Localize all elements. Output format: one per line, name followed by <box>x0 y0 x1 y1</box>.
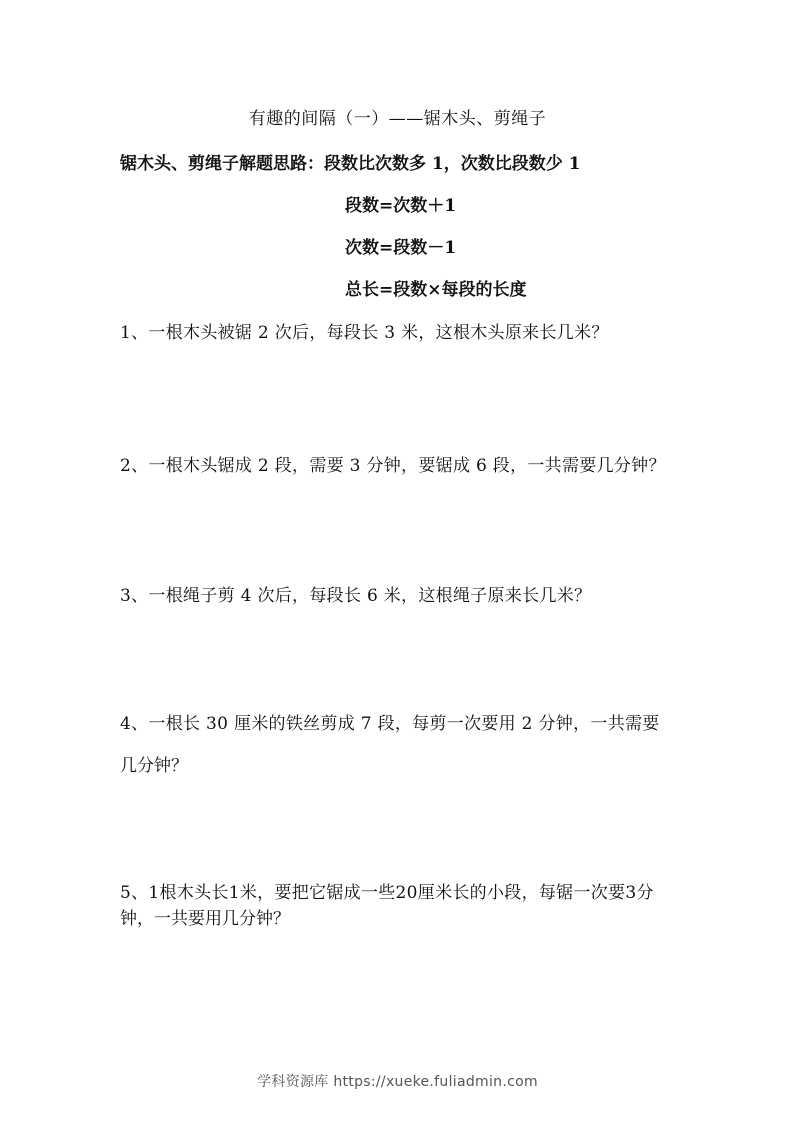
question-4: 4、一根长 30 厘米的铁丝剪成 7 段，每剪一次要用 2 分钟，一共需要 <box>120 714 660 734</box>
question-1: 1、一根木头被锯 2 次后，每段长 3 米，这根木头原来长几米？ <box>120 323 609 343</box>
question-4-continued: 几分钟？ <box>120 756 188 776</box>
question-5-continued: 钟，一共要用几分钟？ <box>120 909 290 929</box>
solution-method-label: 锯木头、剪绳子解题思路：段数比次数多 1，次数比段数少 1 <box>120 154 581 174</box>
question-5: 5、1根木头长1米，要把它锯成一些20厘米长的小段，每锯一次要3分 <box>120 883 654 903</box>
question-2: 2、一根木头锯成 2 段，需要 3 分钟，要锯成 6 段，一共需要几分钟？ <box>120 456 666 476</box>
formula-cuts: 次数=段数－1 <box>345 238 457 258</box>
formula-segments: 段数=次数＋1 <box>345 196 457 216</box>
source-footer: 学科资源库 https://xueke.fuliadmin.com <box>257 1074 538 1090</box>
formula-total-length: 总长=段数×每段的长度 <box>345 280 527 300</box>
page-title: 有趣的间隔（一）——锯木头、剪绳子 <box>248 109 547 129</box>
question-3: 3、一根绳子剪 4 次后，每段长 6 米，这根绳子原来长几米？ <box>120 586 592 606</box>
